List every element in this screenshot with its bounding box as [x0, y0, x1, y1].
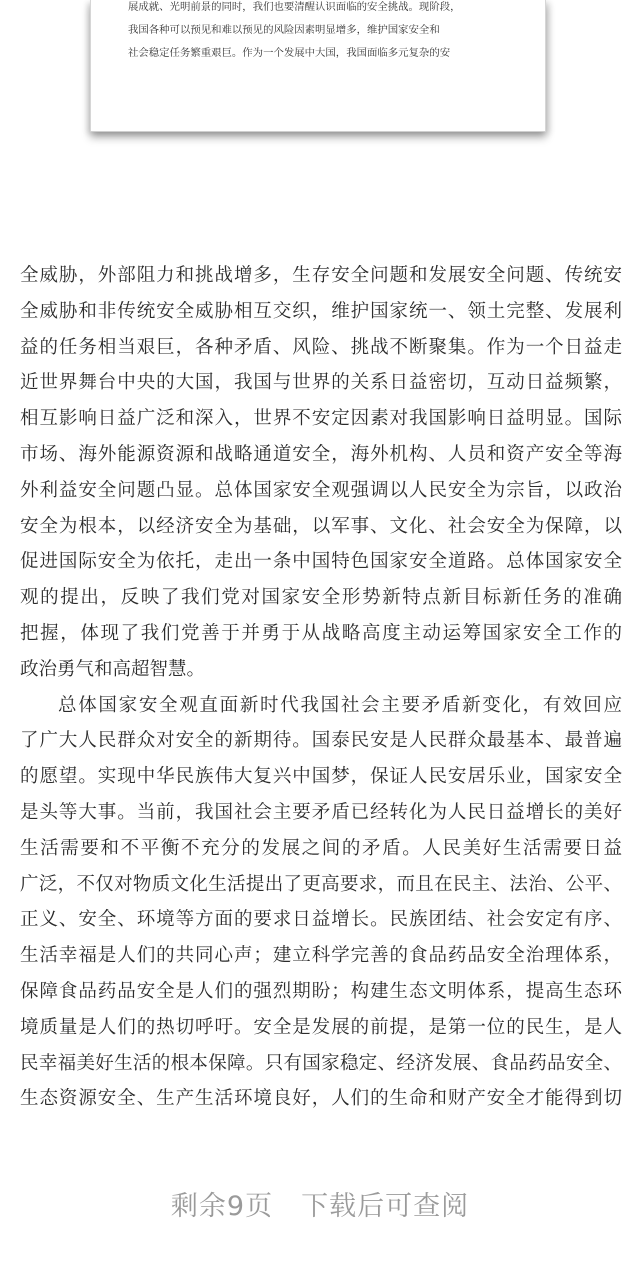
- download-prompt-label: 下载后可查阅: [301, 1191, 470, 1222]
- text-line: 外利益安全问题凸显。总体国家安全观强调以人民安全为宗旨，以政治: [20, 479, 622, 501]
- text-line: 正义、安全、环境等方面的要求日益增长。民族团结、社会安定有序、: [20, 909, 622, 931]
- read-more-button[interactable]: [0, 1184, 640, 1228]
- text-line: 市场、海外能源资源和战略通道安全，海外机构、人员和资产安全等海: [20, 443, 622, 465]
- remaining-pages-label: 剩余9页: [170, 1191, 274, 1222]
- text-line: 境质量是人们的热切呼吁。安全是发展的前提，是第一位的民生，是人: [20, 1016, 622, 1038]
- text-line: 是头等大事。当前，我国社会主要矛盾已经转化为人民日益增长的美好: [20, 801, 622, 823]
- preview-line: 展成就、光明前景的同时，我们也要清醒认识面临的安全挑战。现阶段，: [128, 1, 461, 13]
- text-line: 把握，体现了我们党善于并勇于从战略高度主动运筹国家安全工作的: [20, 622, 622, 644]
- text-line: 广泛，不仅对物质文化生活提出了更高要求，而且在民主、法治、公平、: [20, 873, 622, 895]
- text-line: 生活幸福是人们的共同心声；建立科学完善的食品药品安全治理体系，: [20, 945, 622, 967]
- text-line: 的愿望。实现中华民族伟大复兴中国梦，保证人民安居乐业，国家安全: [20, 766, 622, 788]
- text-line: 全威胁和非传统安全威胁相互交织，维护国家统一、领土完整、发展利: [20, 300, 622, 322]
- preview-line: 我国各种可以预见和难以预见的风险因素明显增多，维护国家安全和: [128, 24, 440, 36]
- preview-line: 社会稳定任务繁重艰巨。作为一个发展中大国，我国面临多元复杂的安: [128, 47, 451, 59]
- text-line: 生态资源安全、生产生活环境良好，人们的生命和财产安全才能得到切: [20, 1088, 622, 1110]
- text-line: 总体国家安全观直面新时代我国社会主要矛盾新变化，有效回应: [58, 694, 622, 716]
- text-line: 安全为根本，以经济安全为基础，以军事、文化、社会安全为保障，以: [20, 515, 622, 537]
- text-line: 保障食品药品安全是人们的强烈期盼；构建生态文明体系，提高生态环: [20, 980, 622, 1002]
- text-line: 近世界舞台中央的大国，我国与世界的关系日益密切，互动日益频繁，: [20, 372, 622, 394]
- text-line: 政治勇气和高超智慧。: [20, 658, 206, 680]
- text-line: 生活需要和不平衡不充分的发展之间的矛盾。人民美好生活需要日益: [20, 837, 622, 859]
- preview-text: [128, 0, 523, 65]
- page-preview-card: [90, 0, 546, 132]
- text-line: 促进国际安全为依托，走出一条中国特色国家安全道路。总体国家安全: [20, 551, 622, 573]
- text-line: 相互影响日益广泛和深入，世界不安定因素对我国影响日益明显。国际: [20, 408, 622, 430]
- text-line: 全威胁，外部阻力和挑战增多，生存安全问题和发展安全问题、传统安: [20, 265, 622, 286]
- text-line: 民幸福美好生活的根本保障。只有国家稳定、经济发展、食品药品安全、: [20, 1052, 622, 1074]
- text-line: 益的任务相当艰巨，各种矛盾、风险、挑战不断聚集。作为一个日益走: [20, 336, 622, 358]
- text-line: 了广大人民群众对安全的新期待。国泰民安是人民群众最基本、最普遍: [20, 730, 622, 752]
- text-line: 观的提出，反映了我们党对国家安全形势新特点新目标新任务的准确: [20, 587, 622, 609]
- document-body: [20, 258, 622, 1117]
